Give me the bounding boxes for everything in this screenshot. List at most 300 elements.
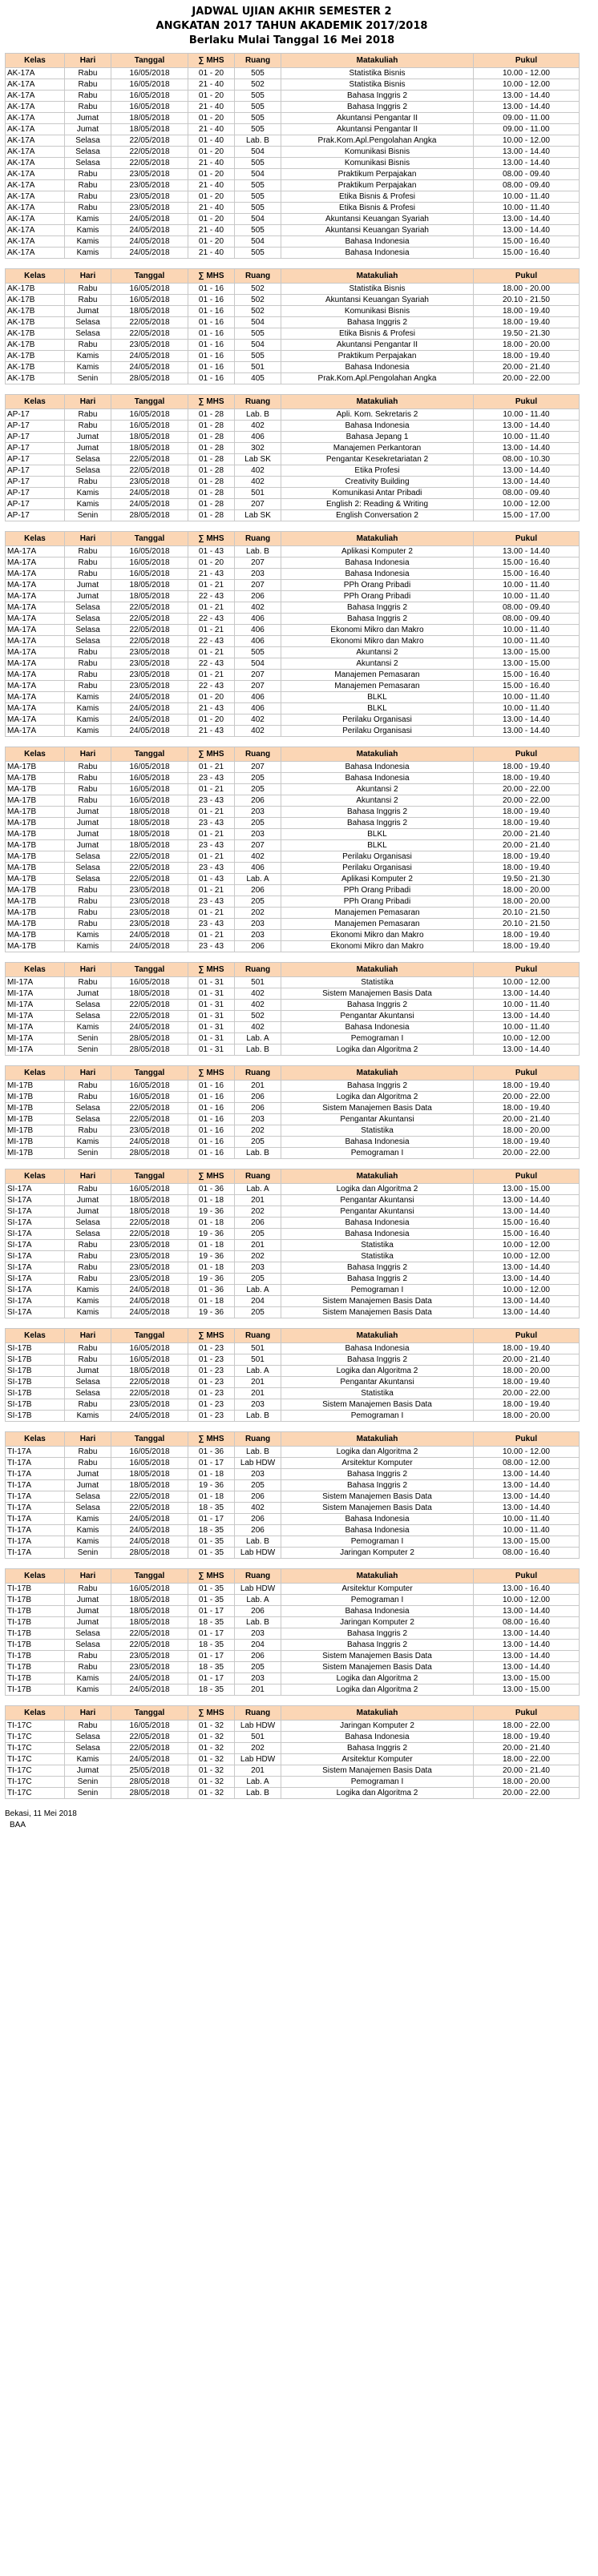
cell-ruang: 505 bbox=[235, 113, 281, 124]
cell-jumlah-mhs: 01 - 20 bbox=[188, 236, 235, 248]
cell-kelas: AK-17A bbox=[6, 91, 65, 102]
cell-jumlah-mhs: 19 - 36 bbox=[188, 1229, 235, 1240]
cell-kelas: TI-17B bbox=[6, 1662, 65, 1673]
cell-hari: Rabu bbox=[65, 1584, 111, 1595]
cell-pukul: 13.00 - 14.40 bbox=[474, 1640, 580, 1651]
cell-pukul: 10.00 - 11.40 bbox=[474, 1000, 580, 1011]
cell-jumlah-mhs: 01 - 28 bbox=[188, 499, 235, 510]
table-row bbox=[6, 591, 580, 602]
cell-ruang: 202 bbox=[235, 1251, 281, 1262]
cell-kelas: AP-17 bbox=[6, 499, 65, 510]
cell-tanggal: 24/05/2018 bbox=[111, 1673, 188, 1684]
cell-tanggal: 16/05/2018 bbox=[111, 1092, 188, 1103]
cell-matakuliah: Praktikum Perpajakan bbox=[281, 351, 474, 362]
table-row bbox=[6, 510, 580, 521]
cell-hari: Selasa bbox=[65, 614, 111, 625]
table-row bbox=[6, 236, 580, 248]
cell-hari: Kamis bbox=[65, 1536, 111, 1548]
cell-tanggal: 22/05/2018 bbox=[111, 1377, 188, 1388]
cell-tanggal: 18/05/2018 bbox=[111, 1606, 188, 1617]
cell-kelas: SI-17A bbox=[6, 1218, 65, 1229]
table-row bbox=[6, 1548, 580, 1559]
cell-matakuliah: Bahasa Indonesia bbox=[281, 1229, 474, 1240]
schedule-table bbox=[5, 1169, 580, 1318]
table-row bbox=[6, 135, 580, 147]
cell-hari: Jumat bbox=[65, 113, 111, 124]
cell-ruang: 205 bbox=[235, 784, 281, 795]
cell-matakuliah: Logika dan Algoritma 2 bbox=[281, 1092, 474, 1103]
cell-ruang: 402 bbox=[235, 988, 281, 1000]
cell-kelas: AK-17B bbox=[6, 328, 65, 340]
column-header-ruang: Ruang bbox=[235, 1706, 281, 1721]
cell-hari: Rabu bbox=[65, 1399, 111, 1411]
cell-ruang: 406 bbox=[235, 703, 281, 714]
cell-jumlah-mhs: 01 - 16 bbox=[188, 362, 235, 373]
schedule-section bbox=[5, 747, 579, 952]
cell-jumlah-mhs: 01 - 16 bbox=[188, 340, 235, 351]
cell-jumlah-mhs: 01 - 16 bbox=[188, 1125, 235, 1137]
cell-kelas: MA-17A bbox=[6, 681, 65, 692]
table-row bbox=[6, 169, 580, 180]
table-row bbox=[6, 1044, 580, 1056]
cell-hari: Rabu bbox=[65, 1274, 111, 1285]
column-header-kelas: Kelas bbox=[6, 532, 65, 546]
cell-hari: Selasa bbox=[65, 602, 111, 614]
cell-kelas: SI-17B bbox=[6, 1343, 65, 1354]
cell-hari: Rabu bbox=[65, 1240, 111, 1251]
cell-pukul: 18.00 - 19.40 bbox=[474, 863, 580, 874]
column-header-pukul: Pukul bbox=[474, 1169, 580, 1184]
table-row bbox=[6, 113, 580, 124]
cell-kelas: MI-17A bbox=[6, 1044, 65, 1056]
cell-matakuliah: PPh Orang Pribadi bbox=[281, 580, 474, 591]
cell-hari: Selasa bbox=[65, 454, 111, 465]
cell-tanggal: 24/05/2018 bbox=[111, 1514, 188, 1525]
table-row bbox=[6, 647, 580, 658]
table-row bbox=[6, 930, 580, 941]
cell-kelas: AK-17B bbox=[6, 306, 65, 317]
cell-pukul: 19.50 - 21.30 bbox=[474, 874, 580, 885]
cell-hari: Selasa bbox=[65, 1011, 111, 1022]
cell-matakuliah: Creativity Building bbox=[281, 477, 474, 488]
cell-kelas: MA-17B bbox=[6, 863, 65, 874]
cell-kelas: AP-17 bbox=[6, 421, 65, 432]
cell-jumlah-mhs: 01 - 20 bbox=[188, 169, 235, 180]
column-header-hari: Hari bbox=[65, 54, 111, 68]
cell-ruang: Lab HDW bbox=[235, 1721, 281, 1732]
table-row bbox=[6, 1684, 580, 1696]
cell-jumlah-mhs: 23 - 43 bbox=[188, 818, 235, 829]
cell-hari: Rabu bbox=[65, 1125, 111, 1137]
cell-pukul: 08.00 - 16.40 bbox=[474, 1617, 580, 1628]
cell-ruang: 406 bbox=[235, 614, 281, 625]
cell-jumlah-mhs: 01 - 23 bbox=[188, 1388, 235, 1399]
cell-pukul: 18.00 - 19.40 bbox=[474, 1377, 580, 1388]
cell-jumlah-mhs: 01 - 20 bbox=[188, 113, 235, 124]
cell-matakuliah: Statistika bbox=[281, 977, 474, 988]
cell-ruang: Lab HDW bbox=[235, 1548, 281, 1559]
column-header-kelas: Kelas bbox=[6, 395, 65, 409]
column-header-jumlah-mhs: ∑ MHS bbox=[188, 532, 235, 546]
cell-kelas: TI-17B bbox=[6, 1684, 65, 1696]
column-header-pukul: Pukul bbox=[474, 269, 580, 284]
cell-tanggal: 16/05/2018 bbox=[111, 68, 188, 79]
cell-pukul: 18.00 - 19.40 bbox=[474, 818, 580, 829]
cell-ruang: 207 bbox=[235, 840, 281, 851]
cell-jumlah-mhs: 01 - 31 bbox=[188, 1044, 235, 1056]
cell-kelas: AK-17A bbox=[6, 113, 65, 124]
cell-pukul: 13.00 - 14.40 bbox=[474, 225, 580, 236]
cell-pukul: 18.00 - 19.40 bbox=[474, 1137, 580, 1148]
cell-tanggal: 18/05/2018 bbox=[111, 1480, 188, 1491]
column-header-pukul: Pukul bbox=[474, 963, 580, 977]
cell-kelas: SI-17B bbox=[6, 1399, 65, 1411]
cell-matakuliah: Akuntansi Keuangan Syariah bbox=[281, 225, 474, 236]
cell-ruang: 406 bbox=[235, 432, 281, 443]
cell-ruang: 402 bbox=[235, 602, 281, 614]
cell-hari: Kamis bbox=[65, 941, 111, 952]
cell-hari: Kamis bbox=[65, 236, 111, 248]
cell-kelas: MI-17B bbox=[6, 1137, 65, 1148]
cell-pukul: 18.00 - 20.00 bbox=[474, 284, 580, 295]
cell-pukul: 13.00 - 14.40 bbox=[474, 147, 580, 158]
cell-pukul: 20.00 - 21.40 bbox=[474, 1765, 580, 1777]
cell-ruang: 205 bbox=[235, 818, 281, 829]
cell-jumlah-mhs: 01 - 35 bbox=[188, 1536, 235, 1548]
cell-pukul: 13.00 - 14.40 bbox=[474, 1606, 580, 1617]
cell-tanggal: 23/05/2018 bbox=[111, 1662, 188, 1673]
cell-jumlah-mhs: 01 - 31 bbox=[188, 988, 235, 1000]
cell-ruang: 201 bbox=[235, 1388, 281, 1399]
cell-tanggal: 16/05/2018 bbox=[111, 1081, 188, 1092]
cell-ruang: 203 bbox=[235, 1673, 281, 1684]
cell-kelas: TI-17A bbox=[6, 1525, 65, 1536]
cell-pukul: 08.00 - 09.40 bbox=[474, 488, 580, 499]
cell-pukul: 18.00 - 19.40 bbox=[474, 1343, 580, 1354]
cell-matakuliah: Sistem Manajemen Basis Data bbox=[281, 988, 474, 1000]
table-row bbox=[6, 818, 580, 829]
cell-pukul: 13.00 - 14.40 bbox=[474, 1662, 580, 1673]
table-row bbox=[6, 340, 580, 351]
cell-matakuliah: Pengantar Kesekretariatan 2 bbox=[281, 454, 474, 465]
cell-kelas: TI-17A bbox=[6, 1514, 65, 1525]
cell-matakuliah: Praktikum Perpajakan bbox=[281, 180, 474, 191]
cell-pukul: 20.00 - 21.40 bbox=[474, 840, 580, 851]
cell-hari: Selasa bbox=[65, 636, 111, 647]
cell-jumlah-mhs: 21 - 43 bbox=[188, 569, 235, 580]
cell-tanggal: 28/05/2018 bbox=[111, 1148, 188, 1159]
cell-matakuliah: BLKL bbox=[281, 692, 474, 703]
column-header-ruang: Ruang bbox=[235, 395, 281, 409]
table-row bbox=[6, 807, 580, 818]
cell-hari: Rabu bbox=[65, 762, 111, 773]
cell-ruang: 504 bbox=[235, 317, 281, 328]
cell-matakuliah: Ekonomi Mikro dan Makro bbox=[281, 941, 474, 952]
table-row bbox=[6, 1732, 580, 1743]
cell-ruang: 202 bbox=[235, 1206, 281, 1218]
column-header-kelas: Kelas bbox=[6, 1329, 65, 1343]
cell-hari: Rabu bbox=[65, 340, 111, 351]
table-row bbox=[6, 1411, 580, 1422]
cell-tanggal: 25/05/2018 bbox=[111, 1765, 188, 1777]
column-header-jumlah-mhs: ∑ MHS bbox=[188, 1169, 235, 1184]
column-header-hari: Hari bbox=[65, 1169, 111, 1184]
cell-jumlah-mhs: 01 - 16 bbox=[188, 373, 235, 384]
cell-hari: Selasa bbox=[65, 1743, 111, 1754]
cell-kelas: AK-17A bbox=[6, 135, 65, 147]
cell-pukul: 13.00 - 14.40 bbox=[474, 1011, 580, 1022]
cell-matakuliah: Statistika Bisnis bbox=[281, 284, 474, 295]
schedule-table bbox=[5, 1328, 580, 1422]
document-header bbox=[5, 5, 579, 48]
cell-pukul: 18.00 - 19.40 bbox=[474, 1399, 580, 1411]
table-row bbox=[6, 1491, 580, 1503]
column-header-ruang: Ruang bbox=[235, 747, 281, 762]
column-header-jumlah-mhs: ∑ MHS bbox=[188, 1329, 235, 1343]
column-header-ruang: Ruang bbox=[235, 1066, 281, 1081]
cell-ruang: 505 bbox=[235, 225, 281, 236]
cell-tanggal: 22/05/2018 bbox=[111, 1743, 188, 1754]
table-row bbox=[6, 703, 580, 714]
cell-jumlah-mhs: 01 - 43 bbox=[188, 874, 235, 885]
column-header-hari: Hari bbox=[65, 963, 111, 977]
cell-ruang: 505 bbox=[235, 191, 281, 203]
cell-tanggal: 16/05/2018 bbox=[111, 773, 188, 784]
cell-hari: Kamis bbox=[65, 1137, 111, 1148]
cell-kelas: AK-17B bbox=[6, 362, 65, 373]
cell-tanggal: 16/05/2018 bbox=[111, 569, 188, 580]
cell-kelas: MA-17B bbox=[6, 885, 65, 896]
cell-jumlah-mhs: 01 - 21 bbox=[188, 930, 235, 941]
cell-kelas: MA-17A bbox=[6, 692, 65, 703]
cell-matakuliah: Etika Bisnis & Profesi bbox=[281, 191, 474, 203]
schedule-table bbox=[5, 1568, 580, 1696]
table-row bbox=[6, 409, 580, 421]
cell-matakuliah: Sistem Manajemen Basis Data bbox=[281, 1491, 474, 1503]
cell-matakuliah: Akuntansi Pengantar II bbox=[281, 124, 474, 135]
cell-kelas: SI-17A bbox=[6, 1195, 65, 1206]
table-row bbox=[6, 147, 580, 158]
cell-kelas: MI-17B bbox=[6, 1125, 65, 1137]
cell-kelas: MA-17B bbox=[6, 807, 65, 818]
column-header-pukul: Pukul bbox=[474, 395, 580, 409]
cell-matakuliah: Statistika Bisnis bbox=[281, 79, 474, 91]
cell-tanggal: 16/05/2018 bbox=[111, 1354, 188, 1366]
cell-kelas: AK-17A bbox=[6, 124, 65, 135]
cell-tanggal: 22/05/2018 bbox=[111, 1000, 188, 1011]
cell-jumlah-mhs: 01 - 17 bbox=[188, 1651, 235, 1662]
table-row bbox=[6, 625, 580, 636]
table-row bbox=[6, 1296, 580, 1307]
table-row bbox=[6, 454, 580, 465]
cell-pukul: 13.00 - 14.40 bbox=[474, 91, 580, 102]
cell-hari: Kamis bbox=[65, 1673, 111, 1684]
cell-jumlah-mhs: 01 - 32 bbox=[188, 1754, 235, 1765]
cell-ruang: 402 bbox=[235, 851, 281, 863]
cell-tanggal: 22/05/2018 bbox=[111, 465, 188, 477]
cell-jumlah-mhs: 21 - 43 bbox=[188, 703, 235, 714]
column-header-hari: Hari bbox=[65, 1329, 111, 1343]
cell-pukul: 10.00 - 11.40 bbox=[474, 636, 580, 647]
table-row bbox=[6, 569, 580, 580]
table-row bbox=[6, 851, 580, 863]
column-header-kelas: Kelas bbox=[6, 54, 65, 68]
cell-tanggal: 18/05/2018 bbox=[111, 432, 188, 443]
cell-matakuliah: Bahasa Inggris 2 bbox=[281, 1480, 474, 1491]
cell-matakuliah: Akuntansi 2 bbox=[281, 658, 474, 670]
column-header-kelas: Kelas bbox=[6, 1066, 65, 1081]
cell-kelas: AP-17 bbox=[6, 454, 65, 465]
cell-ruang: Lab. B bbox=[235, 1044, 281, 1056]
cell-ruang: 402 bbox=[235, 465, 281, 477]
table-row bbox=[6, 1103, 580, 1114]
cell-hari: Rabu bbox=[65, 557, 111, 569]
cell-hari: Rabu bbox=[65, 1092, 111, 1103]
cell-ruang: 501 bbox=[235, 977, 281, 988]
cell-tanggal: 28/05/2018 bbox=[111, 510, 188, 521]
cell-hari: Rabu bbox=[65, 896, 111, 908]
column-header-tanggal: Tanggal bbox=[111, 395, 188, 409]
cell-hari: Kamis bbox=[65, 499, 111, 510]
cell-ruang: 501 bbox=[235, 362, 281, 373]
table-row bbox=[6, 421, 580, 432]
cell-kelas: TI-17B bbox=[6, 1640, 65, 1651]
cell-pukul: 10.00 - 12.00 bbox=[474, 499, 580, 510]
column-header-hari: Hari bbox=[65, 747, 111, 762]
column-header-pukul: Pukul bbox=[474, 1706, 580, 1721]
cell-hari: Rabu bbox=[65, 180, 111, 191]
column-header-jumlah-mhs: ∑ MHS bbox=[188, 54, 235, 68]
cell-ruang: 501 bbox=[235, 1343, 281, 1354]
cell-pukul: 20.00 - 22.00 bbox=[474, 1388, 580, 1399]
table-row bbox=[6, 557, 580, 569]
cell-jumlah-mhs: 01 - 28 bbox=[188, 510, 235, 521]
cell-matakuliah: Bahasa Jepang 1 bbox=[281, 432, 474, 443]
cell-pukul: 08.00 - 09.40 bbox=[474, 180, 580, 191]
cell-hari: Kamis bbox=[65, 362, 111, 373]
cell-pukul: 13.00 - 14.40 bbox=[474, 1262, 580, 1274]
cell-tanggal: 16/05/2018 bbox=[111, 1721, 188, 1732]
cell-pukul: 13.00 - 14.40 bbox=[474, 1307, 580, 1318]
table-row bbox=[6, 874, 580, 885]
cell-kelas: MI-17B bbox=[6, 1081, 65, 1092]
cell-hari: Rabu bbox=[65, 784, 111, 795]
cell-hari: Selasa bbox=[65, 1377, 111, 1388]
cell-hari: Selasa bbox=[65, 1229, 111, 1240]
cell-matakuliah: Aplikasi Komputer 2 bbox=[281, 546, 474, 557]
cell-pukul: 15.00 - 16.40 bbox=[474, 236, 580, 248]
footer-place-date: Bekasi, 11 Mei 2018 bbox=[5, 1809, 77, 1818]
table-row bbox=[6, 1721, 580, 1732]
cell-pukul: 15.00 - 16.40 bbox=[474, 681, 580, 692]
cell-tanggal: 22/05/2018 bbox=[111, 1229, 188, 1240]
cell-jumlah-mhs: 23 - 43 bbox=[188, 840, 235, 851]
cell-matakuliah: Jaringan Komputer 2 bbox=[281, 1617, 474, 1628]
cell-ruang: 203 bbox=[235, 1262, 281, 1274]
cell-hari: Kamis bbox=[65, 1684, 111, 1696]
cell-pukul: 18.00 - 19.40 bbox=[474, 941, 580, 952]
cell-kelas: MI-17A bbox=[6, 1022, 65, 1033]
cell-tanggal: 18/05/2018 bbox=[111, 580, 188, 591]
cell-matakuliah: Bahasa Indonesia bbox=[281, 1732, 474, 1743]
cell-matakuliah: BLKL bbox=[281, 829, 474, 840]
cell-matakuliah: Bahasa Inggris 2 bbox=[281, 1469, 474, 1480]
cell-jumlah-mhs: 21 - 40 bbox=[188, 203, 235, 214]
cell-kelas: MA-17A bbox=[6, 670, 65, 681]
cell-kelas: MA-17B bbox=[6, 773, 65, 784]
cell-jumlah-mhs: 18 - 35 bbox=[188, 1662, 235, 1673]
table-row bbox=[6, 1514, 580, 1525]
cell-pukul: 18.00 - 19.40 bbox=[474, 807, 580, 818]
cell-pukul: 13.00 - 14.40 bbox=[474, 1044, 580, 1056]
table-row bbox=[6, 546, 580, 557]
column-header-hari: Hari bbox=[65, 395, 111, 409]
cell-tanggal: 23/05/2018 bbox=[111, 203, 188, 214]
cell-pukul: 18.00 - 19.40 bbox=[474, 1081, 580, 1092]
cell-jumlah-mhs: 01 - 16 bbox=[188, 284, 235, 295]
table-row bbox=[6, 1206, 580, 1218]
cell-tanggal: 24/05/2018 bbox=[111, 248, 188, 259]
cell-kelas: AK-17A bbox=[6, 203, 65, 214]
cell-kelas: MA-17B bbox=[6, 908, 65, 919]
column-header-hari: Hari bbox=[65, 269, 111, 284]
cell-kelas: AK-17B bbox=[6, 340, 65, 351]
cell-matakuliah: Sistem Manajemen Basis Data bbox=[281, 1503, 474, 1514]
cell-jumlah-mhs: 01 - 21 bbox=[188, 580, 235, 591]
cell-ruang: 206 bbox=[235, 1525, 281, 1536]
cell-hari: Rabu bbox=[65, 647, 111, 658]
cell-kelas: SI-17A bbox=[6, 1296, 65, 1307]
cell-ruang: Lab. A bbox=[235, 1366, 281, 1377]
cell-matakuliah: Perilaku Organisasi bbox=[281, 863, 474, 874]
cell-jumlah-mhs: 01 - 23 bbox=[188, 1354, 235, 1366]
cell-jumlah-mhs: 01 - 31 bbox=[188, 1011, 235, 1022]
cell-ruang: 502 bbox=[235, 1011, 281, 1022]
cell-hari: Kamis bbox=[65, 1754, 111, 1765]
cell-matakuliah: Prak.Kom.Apl.Pengolahan Angka bbox=[281, 135, 474, 147]
cell-jumlah-mhs: 01 - 36 bbox=[188, 1285, 235, 1296]
cell-matakuliah: Manajemen Perkantoran bbox=[281, 443, 474, 454]
cell-ruang: 505 bbox=[235, 158, 281, 169]
cell-tanggal: 23/05/2018 bbox=[111, 1251, 188, 1262]
cell-tanggal: 18/05/2018 bbox=[111, 1617, 188, 1628]
cell-jumlah-mhs: 22 - 43 bbox=[188, 681, 235, 692]
cell-ruang: 504 bbox=[235, 236, 281, 248]
cell-jumlah-mhs: 01 - 31 bbox=[188, 1000, 235, 1011]
cell-ruang: 505 bbox=[235, 124, 281, 135]
cell-matakuliah: Bahasa Inggris 2 bbox=[281, 1262, 474, 1274]
cell-ruang: 206 bbox=[235, 885, 281, 896]
cell-kelas: AK-17B bbox=[6, 295, 65, 306]
cell-tanggal: 16/05/2018 bbox=[111, 1458, 188, 1469]
cell-kelas: AK-17A bbox=[6, 68, 65, 79]
cell-ruang: 402 bbox=[235, 726, 281, 737]
column-header-kelas: Kelas bbox=[6, 269, 65, 284]
cell-kelas: MA-17A bbox=[6, 569, 65, 580]
cell-jumlah-mhs: 01 - 31 bbox=[188, 1022, 235, 1033]
cell-matakuliah: Bahasa Indonesia bbox=[281, 1218, 474, 1229]
cell-matakuliah: Bahasa Indonesia bbox=[281, 569, 474, 580]
column-header-jumlah-mhs: ∑ MHS bbox=[188, 1569, 235, 1584]
cell-tanggal: 22/05/2018 bbox=[111, 1011, 188, 1022]
cell-ruang: Lab. B bbox=[235, 409, 281, 421]
cell-tanggal: 16/05/2018 bbox=[111, 1343, 188, 1354]
cell-hari: Kamis bbox=[65, 1514, 111, 1525]
table-row bbox=[6, 1022, 580, 1033]
cell-tanggal: 18/05/2018 bbox=[111, 840, 188, 851]
cell-ruang: Lab. A bbox=[235, 1285, 281, 1296]
header-row bbox=[6, 269, 580, 284]
